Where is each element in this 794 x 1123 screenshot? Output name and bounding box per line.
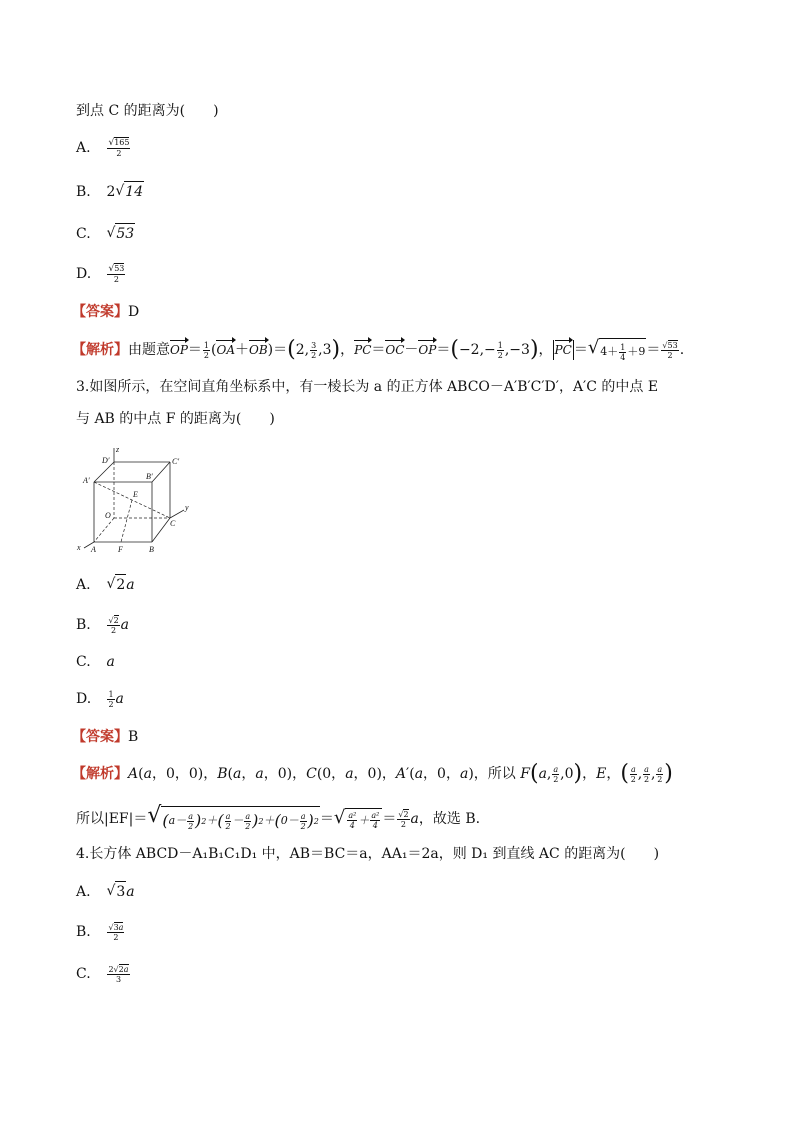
q3-option-b-formula: $\frac{√2}{2}$ a [108, 615, 130, 635]
cube-label-o: O [105, 511, 111, 520]
q3-option-d-formula: $\frac{1}{2}$ a [108, 689, 124, 709]
q3-analysis-line2-formula: √ (a－ $\frac{a}{2}$ )2＋( $\frac{a}{2}$ － $\frac{a}{2}$ )2＋(0－ $\frac{a}{2}$ )2 ＝ √ $\frac{\text{a²}}{4}$ ＋ $\frac{\text{a²}}{4}$ ＝ $\frac{√2}{2}$ a [147, 803, 419, 831]
q2-option-b: B. 2 √ 14 [76, 183, 144, 200]
cube-label-y: y [185, 503, 189, 512]
q3-stem-line2: 与 AB 的中点 F 的距离为( ) [76, 411, 275, 427]
q2-stem: 到点 C 的距离为( ) [76, 103, 219, 119]
cube-label-b1: B′ [146, 472, 153, 481]
q4-option-b: B. $\frac{√3a}{2}$ [76, 922, 124, 942]
q3-answer: 【答案】B [72, 729, 139, 745]
q2-option-d-formula: $\frac{√53}{2}$ [108, 264, 125, 284]
q3-option-a-formula: √ 2 a [106, 576, 135, 593]
q2-option-d: D. $\frac{√53}{2}$ [76, 264, 125, 284]
q2-analysis-formula: OP＝ $\frac{1}{2}$ (OA＋OB)＝(2, $\frac{3}{2}$ ,3)，PC＝OC－OP＝(−2,− $\frac{1}{2}$ ,−3)， PC ＝ √ 4＋ $\frac{1}{4}$ ＋9 ＝ $\frac{√53}{2}$ . [170, 337, 685, 362]
q4-stem: 4.长方体 ABCD－A₁B₁C₁D₁ 中，AB＝BC＝a，AA₁＝2a，则 D₁ 到直线 AC 的距离为( ) [76, 846, 660, 862]
q3-analysis-line1-formula: A(a，0，0)，B(a，a，0)，C(0，a，0)，A′(a，0，a)，所以 F(a, $\frac{a}{2}$ ,0)，E，( $\frac{a}{2}$ , $\frac{a}{2}$ , $\frac{a}{2}$ ) [128, 761, 673, 786]
q2-answer: 【答案】D [72, 304, 140, 320]
q2-option-a-formula: $\frac{√165}{2}$ [108, 138, 130, 158]
q2-analysis: 【解析】由题意OP＝ $\frac{1}{2}$ (OA＋OB)＝(2, $\frac{3}{2}$ ,3)，PC＝OC－OP＝(−2,− $\frac{1}{2}$ ,−3)， PC ＝ √ 4＋ $\frac{1}{4}$ ＋9 ＝ $\frac{√53}{2}$ . [72, 337, 685, 362]
q4-option-c: C. $\frac{2√2a}{3}$ [76, 964, 129, 984]
cube-label-d1: D′ [102, 456, 110, 465]
q3-option-d: D. $\frac{1}{2}$ a [76, 689, 124, 709]
cube-label-z: z [116, 445, 120, 454]
cube-label-x: x [77, 543, 81, 552]
q3-stem-line1: 3.如图所示，在空间直角坐标系中，有一棱长为 a 的正方体 ABCO－A′B′C′D′，A′C 的中点 E [76, 379, 659, 395]
q3-analysis-line1: 【解析】A(a，0，0)，B(a，a，0)，C(0，a，0)，A′(a，0，a)，所以 F(a, $\frac{a}{2}$ ,0)，E，( $\frac{a}{2}$ , $\frac{a}{2}$ , $\frac{a}{2}$ ) [72, 761, 673, 786]
cube-label-c1: C′ [172, 457, 180, 466]
q2-option-c-formula: √ 53 [106, 225, 135, 242]
q3-option-c: C. a [76, 654, 115, 670]
q2-option-b-formula: 2 √ 14 [106, 183, 144, 200]
q3-option-a: A. √ 2 a [76, 576, 135, 593]
cube-label-c: C [170, 519, 176, 528]
cube-label-a1: A′ [83, 476, 90, 485]
q3-analysis-line2: 所以|EF|＝ √ (a－ $\frac{a}{2}$ )2＋( $\frac{a}{2}$ － $\frac{a}{2}$ )2＋(0－ $\frac{a}{2}$ )2 ＝ √ $\frac{\text{a²}}{4}$ ＋ $\frac{\text{a²}}{4}$ ＝ $\frac{√2}{2}$ a，故选 B. [76, 803, 481, 831]
q4-option-a: A. √ 3 a [76, 883, 135, 900]
q2-option-a: A. $\frac{√165}{2}$ [76, 138, 130, 158]
q4-option-b-formula: $\frac{√3a}{2}$ [108, 922, 124, 942]
q4-option-a-formula: √ 3 a [106, 883, 135, 900]
cube-figure [74, 444, 204, 554]
q4-option-c-formula: $\frac{2√2a}{3}$ [108, 964, 129, 984]
cube-label-a: A [91, 545, 96, 554]
cube-label-e: E [133, 490, 138, 499]
q3-option-b: B. $\frac{√2}{2}$ a [76, 615, 130, 635]
q2-option-c: C. √ 53 [76, 225, 135, 242]
cube-label-b: B [149, 545, 154, 554]
cube-label-f: F [118, 545, 123, 554]
